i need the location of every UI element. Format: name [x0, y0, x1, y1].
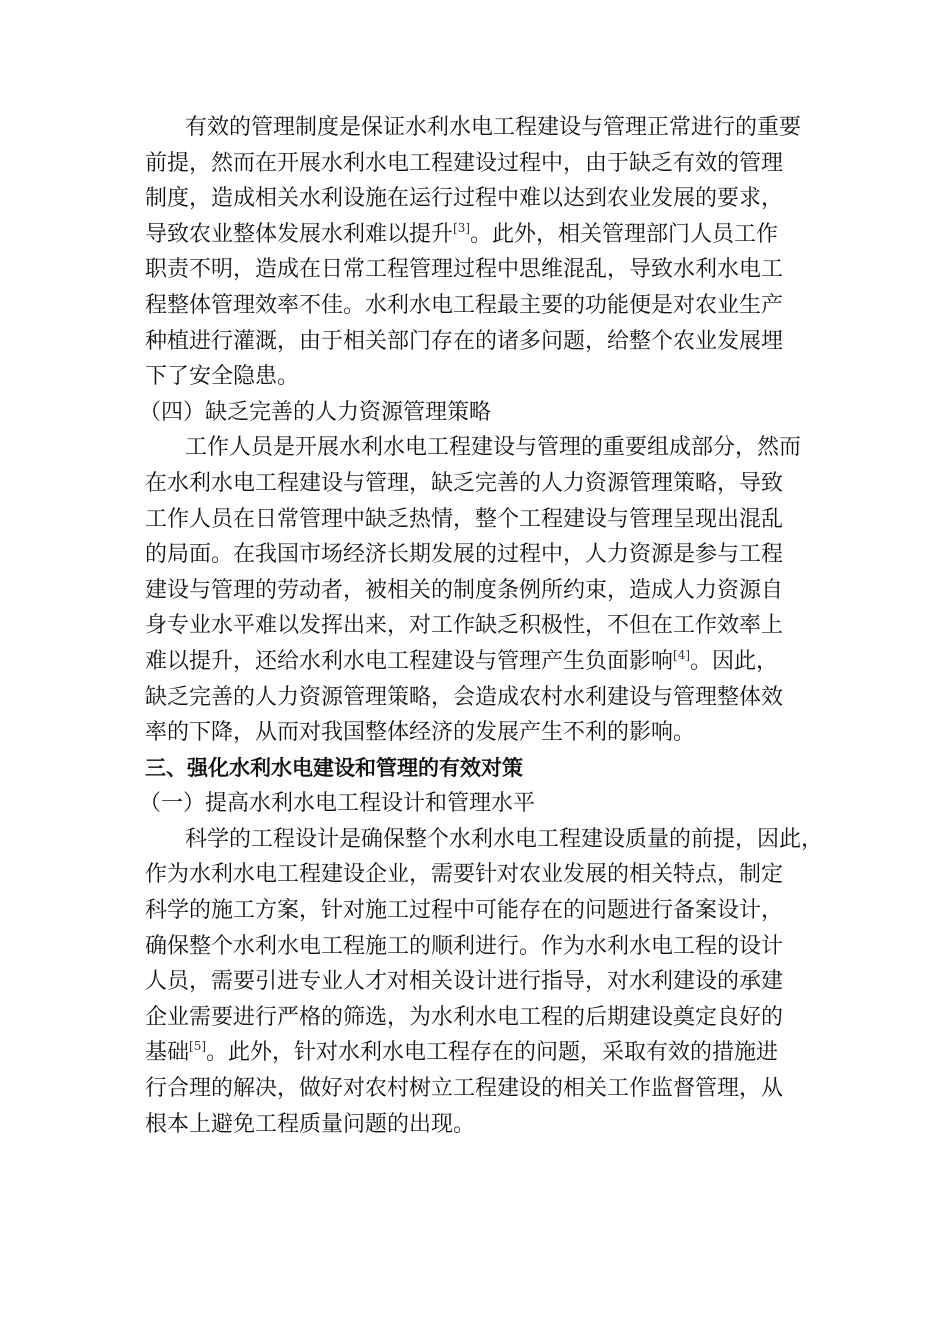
- paragraph-line: 程整体管理效率不佳。水利水电工程最主要的功能便是对农业生产: [145, 292, 784, 318]
- document-body: [139, 110, 824, 1142]
- paragraph-text: 。此外，针对水利水电工程存在的问题，采取有效的措施进: [206, 1040, 779, 1066]
- paragraph-engineering-design: [145, 822, 824, 1142]
- paragraph-line: 身专业水平难以发挥出来，对工作缺乏积极性，不但在工作效率上: [145, 613, 784, 639]
- paragraph-line: 下了安全隐患。: [145, 364, 300, 390]
- paragraph-line-with-citation: [145, 1035, 821, 1071]
- paragraph-line-with-citation: [145, 644, 821, 680]
- section-subheading: （一）提高水利水电工程设计和管理水平: [139, 791, 536, 817]
- paragraph-human-resources: [145, 430, 821, 750]
- paragraph-line: 率的下降，从而对我国整体经济的发展产生不利的影响。: [145, 720, 696, 746]
- paragraph-line-with-citation: [145, 217, 821, 253]
- paragraph-line: 根本上避免工程质量问题的出现。: [145, 1111, 476, 1137]
- paragraph-line: 人员，需要引进专业人才对相关设计进行指导，对水利建设的承建: [145, 969, 784, 995]
- paragraph-management-system: [145, 110, 821, 395]
- paragraph-line: 作为水利水电工程建设企业，需要针对农业发展的相关特点，制定: [145, 862, 784, 888]
- paragraph-line: 建设与管理的劳动者，被相关的制度条例所约束，造成人力资源自: [145, 577, 784, 603]
- paragraph-line: 职责不明，造成在日常工程管理过程中思维混乱，导致水利水电工: [145, 257, 784, 283]
- paragraph-line: 在水利水电工程建设与管理，缺乏完善的人力资源管理策略，导致: [145, 470, 784, 496]
- citation-marker: [5]: [189, 1039, 207, 1054]
- paragraph-line: 行合理的解决，做好对农村树立工程建设的相关工作监督管理，从: [145, 1076, 784, 1102]
- paragraph-text: 基础: [145, 1040, 190, 1066]
- paragraph-text: 导致农业整体发展水利难以提升: [145, 221, 454, 247]
- paragraph-line: 前提，然而在开展水利水电工程建设过程中，由于缺乏有效的管理: [145, 150, 784, 176]
- paragraph-text: 。因此，: [690, 648, 779, 674]
- paragraph-line: 有效的管理制度是保证水利水电工程建设与管理正常进行的重要: [185, 115, 802, 140]
- paragraph-line: 缺乏完善的人力资源管理策略，会造成农村水利建设与管理整体效: [145, 684, 784, 710]
- paragraph-line: 的局面。在我国市场经济长期发展的过程中，人力资源是参与工程: [145, 542, 784, 568]
- paragraph-line: 工作人员在日常管理中缺乏热情，整个工程建设与管理呈现出混乱: [145, 506, 784, 532]
- paragraph-line: 制度，造成相关水利设施在运行过程中难以达到农业发展的要求，: [145, 186, 784, 212]
- paragraph-line: 企业需要进行严格的筛选，为水利水电工程的后期建设奠定良好的: [145, 1004, 784, 1030]
- paragraph-line: 确保整个水利水电工程施工的顺利进行。作为水利水电工程的设计: [145, 933, 784, 959]
- paragraph-line: 科学的工程设计是确保整个水利水电工程建设质量的前提，因此，: [185, 826, 824, 852]
- paragraph-text: 。此外，相关管理部门人员工作: [470, 221, 779, 247]
- paragraph-text: 难以提升，还给水利水电工程建设与管理产生负面影响: [145, 648, 674, 674]
- paragraph-line: 科学的施工方案，针对施工过程中可能存在的问题进行备案设计，: [145, 898, 784, 924]
- paragraph-line: 工作人员是开展水利水电工程建设与管理的重要组成部分，然而: [185, 435, 802, 461]
- citation-marker: [3]: [453, 220, 471, 235]
- citation-marker: [4]: [673, 647, 691, 662]
- paragraph-line: 种植进行灌溉，由于相关部门存在的诸多问题，给整个农业发展埋: [145, 328, 784, 354]
- section-subheading: （四）缺乏完善的人力资源管理策略: [139, 399, 492, 425]
- section-heading: 三、强化水利水电建设和管理的有效对策: [145, 755, 523, 780]
